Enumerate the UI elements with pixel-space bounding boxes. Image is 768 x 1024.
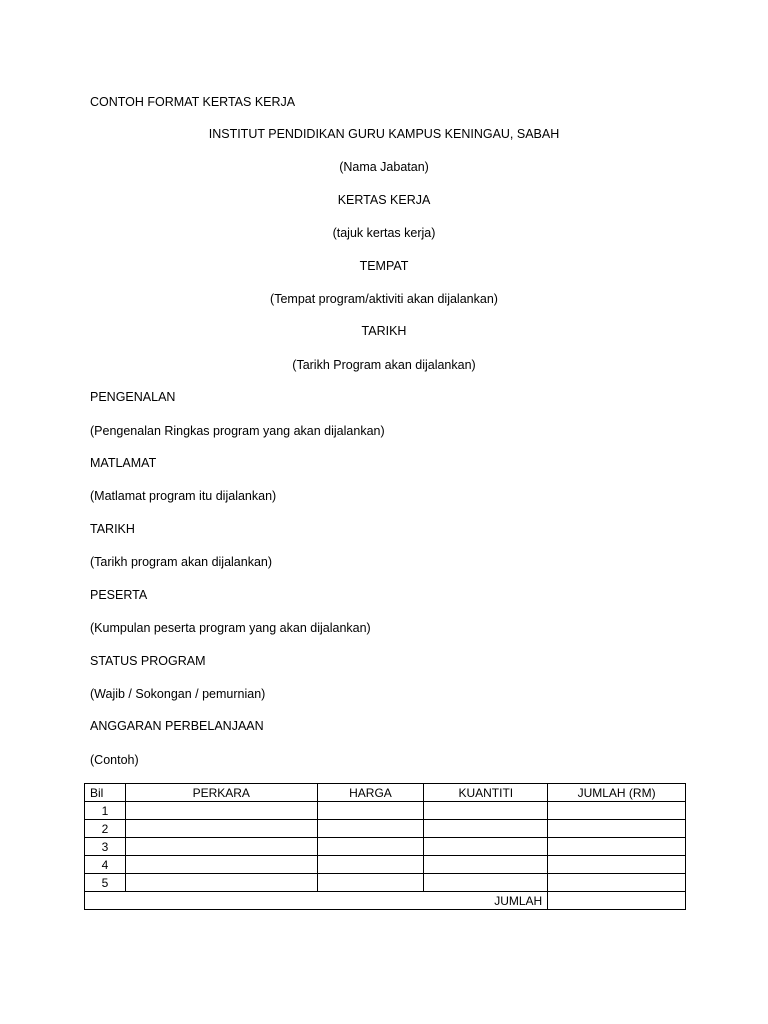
- institute-name: INSTITUT PENDIDIKAN GURU KAMPUS KENINGAU, SABAH: [208, 127, 560, 141]
- paper-title-placeholder: (tajuk kertas kerja): [332, 226, 436, 240]
- table-row: [85, 856, 686, 874]
- table-row: [85, 874, 686, 892]
- cell-perkara: [125, 838, 317, 856]
- column-header-harga: HARGA: [317, 784, 424, 802]
- document-heading: CONTOH FORMAT KERTAS KERJA: [90, 95, 296, 109]
- budget-table-header-row: [85, 784, 686, 802]
- date-placeholder: (Tarikh Program akan dijalankan): [292, 358, 476, 372]
- venue-label: TEMPAT: [359, 259, 409, 273]
- column-header-perkara: PERKARA: [125, 784, 317, 802]
- section-title-introduction: PENGENALAN: [90, 390, 176, 404]
- venue-placeholder: (Tempat program/aktiviti akan dijalankan): [270, 292, 498, 306]
- cell-kuantiti: [424, 838, 548, 856]
- cell-jumlah: [548, 856, 686, 874]
- total-label: JUMLAH: [85, 892, 548, 910]
- table-row: [85, 802, 686, 820]
- section-title-objective: MATLAMAT: [90, 456, 157, 470]
- cell-jumlah: [548, 838, 686, 856]
- cell-kuantiti: [424, 820, 548, 838]
- section-title-participants: PESERTA: [90, 588, 148, 602]
- column-header-jumlah: JUMLAH (RM): [548, 784, 686, 802]
- cell-harga: [317, 820, 424, 838]
- cell-jumlah: [548, 820, 686, 838]
- section-text-objective: (Matlamat program itu dijalankan): [90, 489, 277, 503]
- section-text-participants: (Kumpulan peserta program yang akan dijalankan): [90, 621, 371, 635]
- department-placeholder: (Nama Jabatan): [339, 160, 429, 174]
- cell-harga: [317, 856, 424, 874]
- section-text-introduction: (Pengenalan Ringkas program yang akan dijalankan): [90, 424, 385, 438]
- table-row: [85, 838, 686, 856]
- section-title-program-status: STATUS PROGRAM: [90, 654, 206, 668]
- row-number: 1: [85, 802, 126, 820]
- paper-label: KERTAS KERJA: [337, 193, 431, 207]
- cell-kuantiti: [424, 856, 548, 874]
- cell-perkara: [125, 856, 317, 874]
- column-header-kuantiti: KUANTITI: [424, 784, 548, 802]
- section-text-budget: (Contoh): [90, 753, 139, 767]
- cell-perkara: [125, 820, 317, 838]
- table-total-row: [85, 892, 686, 910]
- cell-harga: [317, 802, 424, 820]
- cell-harga: [317, 838, 424, 856]
- row-number: 3: [85, 838, 126, 856]
- column-header-bil: Bil: [85, 784, 126, 802]
- cell-total-value: [548, 892, 686, 910]
- cell-perkara: [125, 874, 317, 892]
- section-text-date: (Tarikh program akan dijalankan): [90, 555, 273, 569]
- cell-harga: [317, 874, 424, 892]
- date-label: TARIKH: [361, 324, 407, 338]
- row-number: 4: [85, 856, 126, 874]
- section-text-program-status: (Wajib / Sokongan / pemurnian): [90, 687, 266, 701]
- budget-table: [84, 783, 686, 910]
- cell-kuantiti: [424, 874, 548, 892]
- cell-jumlah: [548, 874, 686, 892]
- section-title-budget: ANGGARAN PERBELANJAAN: [90, 719, 264, 733]
- cell-jumlah: [548, 802, 686, 820]
- row-number: 2: [85, 820, 126, 838]
- table-row: [85, 820, 686, 838]
- section-title-date: TARIKH: [90, 522, 135, 536]
- row-number: 5: [85, 874, 126, 892]
- cell-kuantiti: [424, 802, 548, 820]
- cell-perkara: [125, 802, 317, 820]
